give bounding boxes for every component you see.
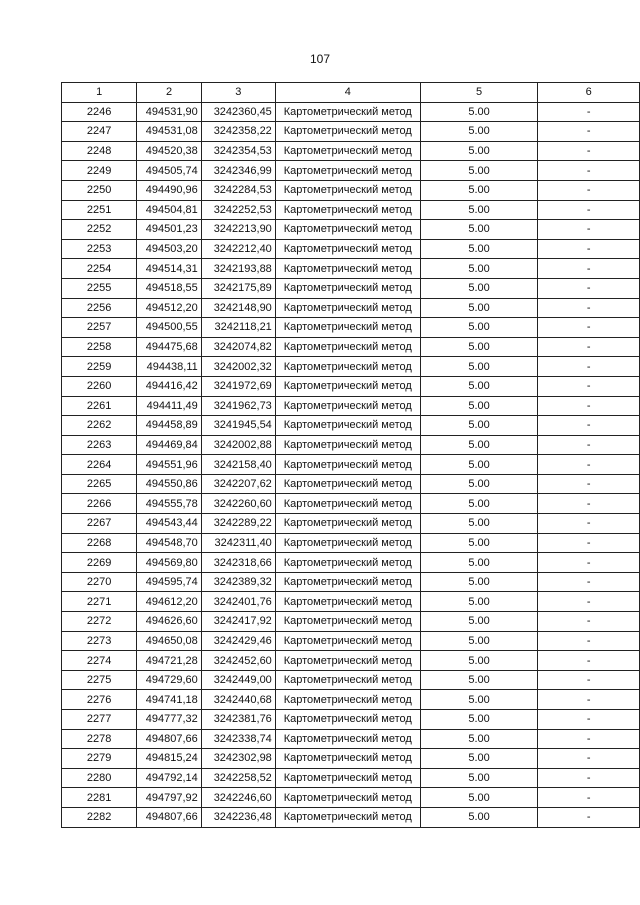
x-coordinate-cell: 494531,90: [137, 102, 201, 122]
x-coordinate-cell: 494505,74: [137, 161, 201, 181]
point-number-cell: 2278: [62, 729, 137, 749]
accuracy-cell: 5.00: [420, 357, 538, 377]
accuracy-cell: 5.00: [420, 788, 538, 808]
accuracy-cell: 5.00: [420, 553, 538, 573]
method-cell: Картометрический метод: [275, 807, 420, 827]
accuracy-cell: 5.00: [420, 572, 538, 592]
note-cell: -: [538, 141, 640, 161]
table-row: [62, 788, 640, 808]
note-cell: -: [538, 631, 640, 651]
table-row: [62, 122, 640, 142]
point-number-cell: 2279: [62, 749, 137, 769]
table-row: [62, 396, 640, 416]
method-cell: Картометрический метод: [275, 514, 420, 534]
table-row: [62, 239, 640, 259]
method-cell: Картометрический метод: [275, 710, 420, 730]
y-coordinate-cell: 3242118,21: [201, 318, 275, 338]
y-coordinate-cell: 3242074,82: [201, 337, 275, 357]
method-cell: Картометрический метод: [275, 376, 420, 396]
accuracy-cell: 5.00: [420, 180, 538, 200]
accuracy-cell: 5.00: [420, 592, 538, 612]
method-cell: Картометрический метод: [275, 259, 420, 279]
table-row: [62, 768, 640, 788]
note-cell: -: [538, 788, 640, 808]
point-number-cell: 2274: [62, 651, 137, 671]
y-coordinate-cell: 3242252,53: [201, 200, 275, 220]
method-cell: Картометрический метод: [275, 435, 420, 455]
point-number-cell: 2246: [62, 102, 137, 122]
method-cell: Картометрический метод: [275, 220, 420, 240]
method-cell: Картометрический метод: [275, 533, 420, 553]
point-number-cell: 2249: [62, 161, 137, 181]
point-number-cell: 2264: [62, 455, 137, 475]
accuracy-cell: 5.00: [420, 670, 538, 690]
note-cell: -: [538, 514, 640, 534]
accuracy-cell: 5.00: [420, 690, 538, 710]
table-row: [62, 298, 640, 318]
table-row: [62, 278, 640, 298]
note-cell: -: [538, 494, 640, 514]
note-cell: -: [538, 180, 640, 200]
table-row: [62, 200, 640, 220]
method-cell: Картометрический метод: [275, 572, 420, 592]
point-number-cell: 2259: [62, 357, 137, 377]
table-row: [62, 318, 640, 338]
accuracy-cell: 5.00: [420, 278, 538, 298]
note-cell: -: [538, 298, 640, 318]
accuracy-cell: 5.00: [420, 533, 538, 553]
table-row: [62, 416, 640, 436]
method-cell: Картометрический метод: [275, 161, 420, 181]
y-coordinate-cell: 3242318,66: [201, 553, 275, 573]
method-cell: Картометрический метод: [275, 788, 420, 808]
table-body: [62, 102, 640, 827]
table-row: [62, 376, 640, 396]
y-coordinate-cell: 3242246,60: [201, 788, 275, 808]
point-number-cell: 2255: [62, 278, 137, 298]
note-cell: -: [538, 357, 640, 377]
table-row: [62, 729, 640, 749]
table-row: [62, 220, 640, 240]
column-header: 5: [420, 83, 538, 103]
y-coordinate-cell: 3242002,32: [201, 357, 275, 377]
x-coordinate-cell: 494520,38: [137, 141, 201, 161]
table-row: [62, 474, 640, 494]
x-coordinate-cell: 494501,23: [137, 220, 201, 240]
y-coordinate-cell: 3242360,45: [201, 102, 275, 122]
x-coordinate-cell: 494612,20: [137, 592, 201, 612]
note-cell: -: [538, 533, 640, 553]
x-coordinate-cell: 494551,96: [137, 455, 201, 475]
note-cell: -: [538, 553, 640, 573]
x-coordinate-cell: 494807,66: [137, 807, 201, 827]
note-cell: -: [538, 807, 640, 827]
table-row: [62, 337, 640, 357]
y-coordinate-cell: 3242354,53: [201, 141, 275, 161]
table-row: [62, 651, 640, 671]
note-cell: -: [538, 161, 640, 181]
note-cell: -: [538, 220, 640, 240]
note-cell: -: [538, 435, 640, 455]
column-header: 6: [538, 83, 640, 103]
method-cell: Картометрический метод: [275, 416, 420, 436]
x-coordinate-cell: 494550,86: [137, 474, 201, 494]
page-number: 107: [309, 52, 331, 66]
table-row: [62, 435, 640, 455]
y-coordinate-cell: 3242284,53: [201, 180, 275, 200]
x-coordinate-cell: 494729,60: [137, 670, 201, 690]
accuracy-cell: 5.00: [420, 651, 538, 671]
point-number-cell: 2262: [62, 416, 137, 436]
method-cell: Картометрический метод: [275, 651, 420, 671]
note-cell: -: [538, 690, 640, 710]
note-cell: -: [538, 122, 640, 142]
y-coordinate-cell: 3242207,62: [201, 474, 275, 494]
x-coordinate-cell: 494797,92: [137, 788, 201, 808]
x-coordinate-cell: 494626,60: [137, 612, 201, 632]
note-cell: -: [538, 572, 640, 592]
column-header: 3: [201, 83, 275, 103]
x-coordinate-cell: 494500,55: [137, 318, 201, 338]
table-row: [62, 553, 640, 573]
method-cell: Картометрический метод: [275, 141, 420, 161]
y-coordinate-cell: 3242401,76: [201, 592, 275, 612]
accuracy-cell: 5.00: [420, 318, 538, 338]
x-coordinate-cell: 494504,81: [137, 200, 201, 220]
x-coordinate-cell: 494438,11: [137, 357, 201, 377]
y-coordinate-cell: 3242417,92: [201, 612, 275, 632]
x-coordinate-cell: 494721,28: [137, 651, 201, 671]
point-number-cell: 2277: [62, 710, 137, 730]
accuracy-cell: 5.00: [420, 494, 538, 514]
point-number-cell: 2251: [62, 200, 137, 220]
point-number-cell: 2267: [62, 514, 137, 534]
y-coordinate-cell: 3242260,60: [201, 494, 275, 514]
note-cell: -: [538, 651, 640, 671]
x-coordinate-cell: 494555,78: [137, 494, 201, 514]
table-row: [62, 592, 640, 612]
note-cell: -: [538, 768, 640, 788]
point-number-cell: 2263: [62, 435, 137, 455]
accuracy-cell: 5.00: [420, 376, 538, 396]
y-coordinate-cell: 3241962,73: [201, 396, 275, 416]
note-cell: -: [538, 239, 640, 259]
note-cell: -: [538, 729, 640, 749]
method-cell: Картометрический метод: [275, 670, 420, 690]
method-cell: Картометрический метод: [275, 553, 420, 573]
point-number-cell: 2252: [62, 220, 137, 240]
x-coordinate-cell: 494514,31: [137, 259, 201, 279]
accuracy-cell: 5.00: [420, 141, 538, 161]
point-number-cell: 2275: [62, 670, 137, 690]
point-number-cell: 2258: [62, 337, 137, 357]
point-number-cell: 2253: [62, 239, 137, 259]
accuracy-cell: 5.00: [420, 612, 538, 632]
table-row: [62, 455, 640, 475]
table-row: [62, 357, 640, 377]
method-cell: Картометрический метод: [275, 298, 420, 318]
note-cell: -: [538, 102, 640, 122]
table-row: [62, 494, 640, 514]
table-row: [62, 141, 640, 161]
x-coordinate-cell: 494490,96: [137, 180, 201, 200]
y-coordinate-cell: 3242289,22: [201, 514, 275, 534]
note-cell: -: [538, 259, 640, 279]
point-number-cell: 2276: [62, 690, 137, 710]
point-number-cell: 2272: [62, 612, 137, 632]
x-coordinate-cell: 494469,84: [137, 435, 201, 455]
table-row: [62, 161, 640, 181]
note-cell: -: [538, 278, 640, 298]
x-coordinate-cell: 494807,66: [137, 729, 201, 749]
column-header: 2: [137, 83, 201, 103]
point-number-cell: 2261: [62, 396, 137, 416]
x-coordinate-cell: 494416,42: [137, 376, 201, 396]
table-row: [62, 612, 640, 632]
y-coordinate-cell: 3242358,22: [201, 122, 275, 142]
point-number-cell: 2270: [62, 572, 137, 592]
accuracy-cell: 5.00: [420, 298, 538, 318]
table-row: [62, 749, 640, 769]
accuracy-cell: 5.00: [420, 474, 538, 494]
point-number-cell: 2268: [62, 533, 137, 553]
table-row: [62, 670, 640, 690]
method-cell: Картометрический метод: [275, 494, 420, 514]
point-number-cell: 2248: [62, 141, 137, 161]
point-number-cell: 2280: [62, 768, 137, 788]
y-coordinate-cell: 3242175,89: [201, 278, 275, 298]
accuracy-cell: 5.00: [420, 259, 538, 279]
point-number-cell: 2256: [62, 298, 137, 318]
table-row: [62, 180, 640, 200]
y-coordinate-cell: 3242389,32: [201, 572, 275, 592]
method-cell: Картометрический метод: [275, 102, 420, 122]
column-header: 4: [275, 83, 420, 103]
method-cell: Картометрический метод: [275, 180, 420, 200]
point-number-cell: 2257: [62, 318, 137, 338]
note-cell: -: [538, 749, 640, 769]
method-cell: Картометрический метод: [275, 278, 420, 298]
column-header: 1: [62, 83, 137, 103]
note-cell: -: [538, 612, 640, 632]
y-coordinate-cell: 3241972,69: [201, 376, 275, 396]
method-cell: Картометрический метод: [275, 768, 420, 788]
y-coordinate-cell: 3242212,40: [201, 239, 275, 259]
method-cell: Картометрический метод: [275, 239, 420, 259]
accuracy-cell: 5.00: [420, 710, 538, 730]
y-coordinate-cell: 3242381,76: [201, 710, 275, 730]
accuracy-cell: 5.00: [420, 396, 538, 416]
table-row: [62, 533, 640, 553]
method-cell: Картометрический метод: [275, 396, 420, 416]
table-row: [62, 631, 640, 651]
note-cell: -: [538, 592, 640, 612]
y-coordinate-cell: 3242002,88: [201, 435, 275, 455]
y-coordinate-cell: 3242429,46: [201, 631, 275, 651]
y-coordinate-cell: 3242258,52: [201, 768, 275, 788]
note-cell: -: [538, 200, 640, 220]
method-cell: Картометрический метод: [275, 337, 420, 357]
method-cell: Картометрический метод: [275, 612, 420, 632]
point-number-cell: 2282: [62, 807, 137, 827]
method-cell: Картометрический метод: [275, 455, 420, 475]
point-number-cell: 2271: [62, 592, 137, 612]
point-number-cell: 2260: [62, 376, 137, 396]
point-number-cell: 2250: [62, 180, 137, 200]
accuracy-cell: 5.00: [420, 416, 538, 436]
x-coordinate-cell: 494792,14: [137, 768, 201, 788]
table-row: [62, 710, 640, 730]
point-number-cell: 2265: [62, 474, 137, 494]
table-row: [62, 102, 640, 122]
point-number-cell: 2273: [62, 631, 137, 651]
table-row: [62, 807, 640, 827]
y-coordinate-cell: 3242449,00: [201, 670, 275, 690]
accuracy-cell: 5.00: [420, 161, 538, 181]
x-coordinate-cell: 494548,70: [137, 533, 201, 553]
method-cell: Картометрический метод: [275, 690, 420, 710]
method-cell: Картометрический метод: [275, 357, 420, 377]
accuracy-cell: 5.00: [420, 455, 538, 475]
note-cell: -: [538, 710, 640, 730]
point-number-cell: 2254: [62, 259, 137, 279]
accuracy-cell: 5.00: [420, 729, 538, 749]
method-cell: Картометрический метод: [275, 729, 420, 749]
y-coordinate-cell: 3242213,90: [201, 220, 275, 240]
method-cell: Картометрический метод: [275, 474, 420, 494]
note-cell: -: [538, 337, 640, 357]
point-number-cell: 2269: [62, 553, 137, 573]
table-row: [62, 259, 640, 279]
method-cell: Картометрический метод: [275, 122, 420, 142]
x-coordinate-cell: 494650,08: [137, 631, 201, 651]
accuracy-cell: 5.00: [420, 749, 538, 769]
accuracy-cell: 5.00: [420, 200, 538, 220]
y-coordinate-cell: 3242148,90: [201, 298, 275, 318]
accuracy-cell: 5.00: [420, 220, 538, 240]
x-coordinate-cell: 494518,55: [137, 278, 201, 298]
accuracy-cell: 5.00: [420, 631, 538, 651]
note-cell: -: [538, 416, 640, 436]
y-coordinate-cell: 3241945,54: [201, 416, 275, 436]
accuracy-cell: 5.00: [420, 122, 538, 142]
y-coordinate-cell: 3242452,60: [201, 651, 275, 671]
x-coordinate-cell: 494815,24: [137, 749, 201, 769]
accuracy-cell: 5.00: [420, 768, 538, 788]
accuracy-cell: 5.00: [420, 514, 538, 534]
y-coordinate-cell: 3242311,40: [201, 533, 275, 553]
coordinates-table: [61, 82, 640, 828]
method-cell: Картометрический метод: [275, 631, 420, 651]
y-coordinate-cell: 3242158,40: [201, 455, 275, 475]
y-coordinate-cell: 3242193,88: [201, 259, 275, 279]
point-number-cell: 2266: [62, 494, 137, 514]
y-coordinate-cell: 3242338,74: [201, 729, 275, 749]
y-coordinate-cell: 3242346,99: [201, 161, 275, 181]
x-coordinate-cell: 494595,74: [137, 572, 201, 592]
x-coordinate-cell: 494531,08: [137, 122, 201, 142]
x-coordinate-cell: 494458,89: [137, 416, 201, 436]
note-cell: -: [538, 670, 640, 690]
accuracy-cell: 5.00: [420, 102, 538, 122]
method-cell: Картометрический метод: [275, 318, 420, 338]
y-coordinate-cell: 3242302,98: [201, 749, 275, 769]
x-coordinate-cell: 494777,32: [137, 710, 201, 730]
note-cell: -: [538, 396, 640, 416]
accuracy-cell: 5.00: [420, 337, 538, 357]
method-cell: Картометрический метод: [275, 200, 420, 220]
x-coordinate-cell: 494543,44: [137, 514, 201, 534]
x-coordinate-cell: 494741,18: [137, 690, 201, 710]
note-cell: -: [538, 474, 640, 494]
table-row: [62, 514, 640, 534]
note-cell: -: [538, 318, 640, 338]
note-cell: -: [538, 376, 640, 396]
table-row: [62, 690, 640, 710]
accuracy-cell: 5.00: [420, 807, 538, 827]
y-coordinate-cell: 3242236,48: [201, 807, 275, 827]
accuracy-cell: 5.00: [420, 239, 538, 259]
table-row: [62, 572, 640, 592]
point-number-cell: 2247: [62, 122, 137, 142]
x-coordinate-cell: 494503,20: [137, 239, 201, 259]
method-cell: Картометрический метод: [275, 592, 420, 612]
table-header-row: [62, 83, 640, 103]
method-cell: Картометрический метод: [275, 749, 420, 769]
accuracy-cell: 5.00: [420, 435, 538, 455]
y-coordinate-cell: 3242440,68: [201, 690, 275, 710]
note-cell: -: [538, 455, 640, 475]
x-coordinate-cell: 494411,49: [137, 396, 201, 416]
x-coordinate-cell: 494569,80: [137, 553, 201, 573]
x-coordinate-cell: 494512,20: [137, 298, 201, 318]
point-number-cell: 2281: [62, 788, 137, 808]
x-coordinate-cell: 494475,68: [137, 337, 201, 357]
